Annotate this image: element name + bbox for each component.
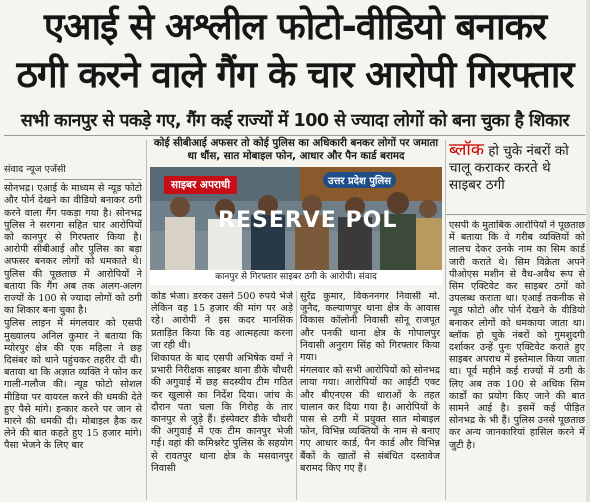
paragraph: एसपी के मुताबिक आरोपियों ने पूछताछ में बताया कि वे गरीब व्यक्तियों को लालच देकर उनके नाम का सिम कार्ड जारी कराते थे। सिम विक्रेता अपने पीओएस मशीन से वैध-अवैध रूप से सिम एक्टिवेट कर साइबर ठगों को उपलब्ध कराता था। एआई तकनीक से न्यूड फोटो और पोर्न देखने के वीडियो बनाकर लोगों को धमकाया जाता था। ब्लॉक हो चुके नंबरों को गुमशुदगी दर्शाकर उन्हें पुनः एक्टिवेट कराते हुए साइबर अपराध में इस्तेमाल किया जाता था। पूर्व महीने कई राज्यों में ठगी के लिए अब तक 100 से अधिक सिम कार्डों का प्रयोग किए जाने की बात सामने आई है। इसमें कई पीड़ित सोनभद्र के भी हैं। पुलिस उनसे पूछताछ कर अन्य जानकारियां हासिल करने में जुटी है।: [449, 220, 585, 451]
photo-banner-text: उत्तर प्रदेश पुलिस: [323, 172, 396, 188]
photo-badge: साइबर अपराधी: [164, 176, 237, 194]
adjacent-page-edge: [586, 0, 590, 502]
paragraph: शिकायत के बाद एसपी अभिषेक वर्मा ने प्रभारी निरीक्षक साइबर थाना डीके चौधरी की अगुवाई में छह सदस्यीय टीम गठित कर खुलासे का निर्देश दिया। जांच के दौरान पता चला कि गिरोह के तार कानपुर से जुड़े हैं। इंस्पेक्टर डीके चौधरी की अगुवाई में एक टीम कानपुर भेजी गई। वहां की कमिश्नरेट पुलिस के सहयोग से रावतपुर थाना क्षेत्र के मसवानपुर निवासी: [151, 353, 293, 474]
subheadline-rule: [4, 135, 585, 136]
headline-line-2: ठगी करने वाले गैंग के चार आरोपी गिरफ्तार: [16, 53, 574, 96]
sidebar-headline-rest: हो चुके नंबरों को चालू कराकर करते थे साइबर ठगी: [449, 143, 569, 193]
paragraph: कोड भेजा। डरकर उसने 500 रुपये भेजे लेकिन वह 15 हजार की मांग पर अड़े रहे। आरोपी ने इस कदर मानसिक प्रताड़ित किया कि वह आत्महत्या करना जा रही थी।: [151, 291, 293, 351]
photo-caption: कानपुर से गिरफ्तार साइबर ठगी के आरोपी। संवाद: [150, 270, 442, 285]
headline-line-1: एआई से अश्लील फोटो-वीडियो बनाकर: [43, 5, 547, 48]
paragraph: सोनभद्र। एआई के माध्यम से न्यूड फोटो और पोर्न देखने का वीडियो बनाकर ठगी करने वाला गैंग पकड़ा गया है। सोनभद्र पुलिस ने सरगना सहित चार आरोपियों को कानपुर से गिरफ्तार किया है। आरोपी सीबीआई और पुलिस का बड़ा अफसर बनकर लोगों को धमकाते थे। पुलिस की पूछताछ में आरोपियों ने बताया कि गैंग अब तक अलग-अलग राज्यों के 100 से ज्यादा लोगों को ठगी का शिकार बना चुका है।: [4, 183, 142, 317]
article-column-2: [151, 291, 293, 500]
byline: संवाद न्यूज एजेंसी: [4, 164, 66, 175]
paragraph: सुरेंद्र कुमार, विकननगर निवासी मो. जुनैद, कल्याणपुर थाना क्षेत्र के आवास विकास कॉलोनी निवासी सोनू राजपूत और पनकी थाना क्षेत्र के गोपालपुर निवासी अनुराग सिंह को गिरफ्तार किया गया।: [300, 291, 440, 364]
byline-rule: [4, 179, 142, 180]
sidebar-headline: [449, 142, 585, 194]
sidebar-headline-lead: ब्लॉक: [449, 140, 484, 160]
column-divider: [296, 291, 297, 500]
photo-headline: कोई सीबीआई अफसर तो कोई पुलिस का अधिकारी बनकर लोगों पर जमाता था धौंस, सात मोबाइल फोन, आधार और पैन कार्ड बरामद: [153, 137, 439, 162]
paragraph: पुलिस लाइन में मंगलवार को एसपी मुख्यालय अनिल कुमार ने बताया कि म्योरपुर क्षेत्र की एक महिला ने छह दिसंबर को थाने पहुंचकर तहरीर दी थी। बताया था कि अज्ञात व्यक्ति ने फोन कर गाली-गलौज की। न्यूड फोटो सोशल मीडिया पर वायरल करने की धमकी देते हुए पैसे मांगे। इन्कार करने पर जान से मारने की धमकी दी। मोबाइल हैक कर लेने की बात कहते हुए 15 हजार मांगे। पैसा भेजने के लिए बार: [4, 318, 142, 452]
photo-wall-text: RESERVE POL: [218, 208, 398, 233]
paragraph: मंगलवार को सभी आरोपियों को सोनभद्र लाया गया। आरोपियों का आईटी एक्ट और बीएनएस की धाराओं के तहत चालान कर दिया गया है। आरोपियों के पास से ठगी में प्रयुक्त सात मोबाइल फोन, विभिन्न व्यक्तियों के नाम से बनाए गए आधार कार्ड, पैन कार्ड और विभिन्न बैंकों के खातों से संबंधित दस्तावेज बरामद किए गए हैं।: [300, 365, 440, 474]
article-column-4: [449, 220, 585, 500]
article-column-3: [300, 291, 440, 500]
column-divider: [146, 140, 147, 500]
article-column-1: [4, 164, 142, 500]
subheadline: सभी कानपुर से पकड़े गए, गैंग कई राज्यों में 100 से ज्यादा लोगों को बना चुका है शिकार: [20, 111, 570, 131]
